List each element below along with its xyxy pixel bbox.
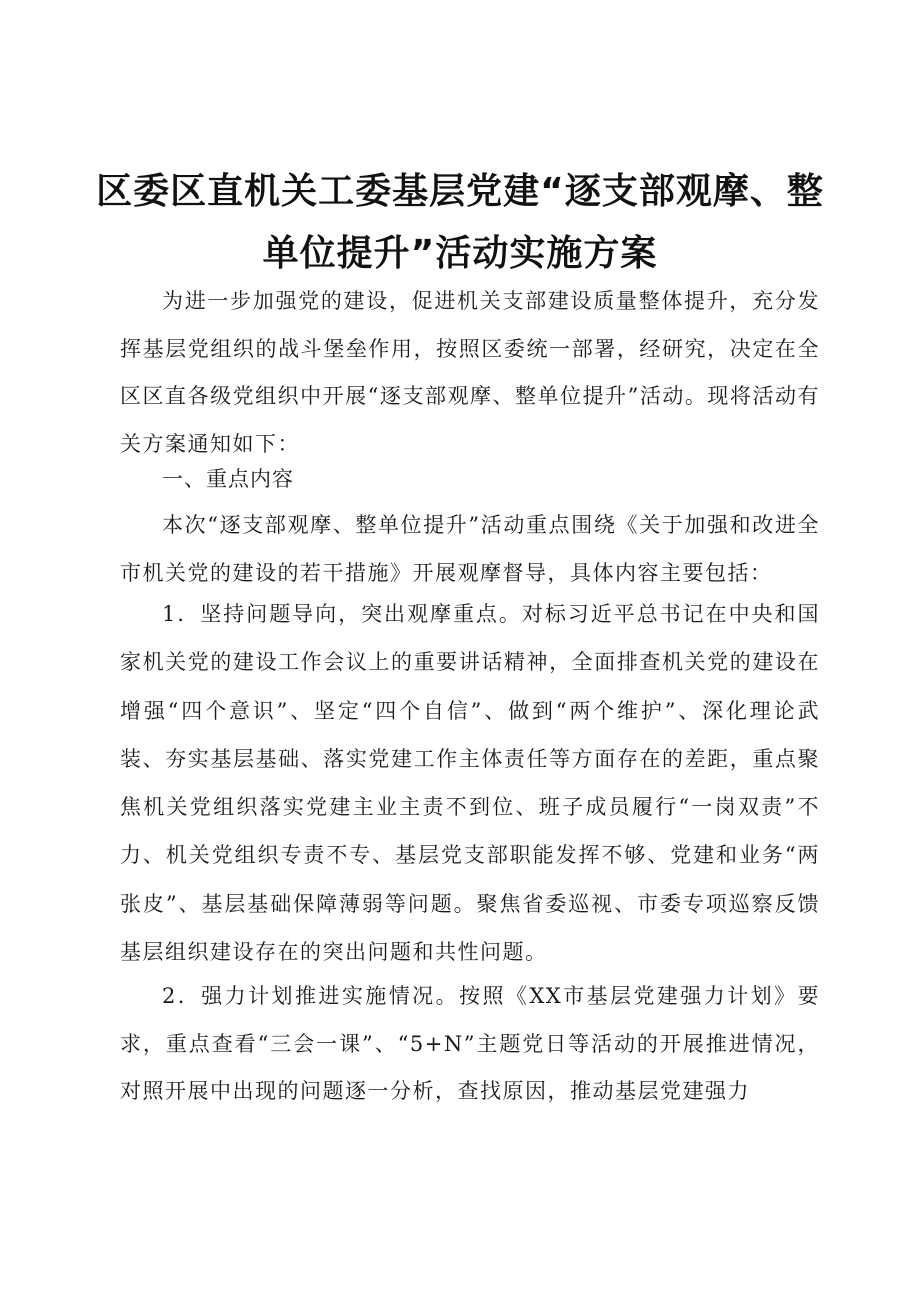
document-title-line-2: 单位提升”活动实施方案 [262,233,658,274]
section-heading: 一、重点内容 [162,467,294,491]
item-2-paragraph: 2．强力计划推进实施情况。按照《XX市基层党建强力计划》要求，重点查看“三会一课”、“5+N”主题党日等活动的开展推进情况，对照开展中出现的问题逐一分析，查找原因，推动基层党建强力 [120,984,820,1103]
document-title-line-1: 区委区直机关工委基层党建“逐支部观摩、整 [96,171,824,212]
section-intro-paragraph: 本次“逐支部观摩、整单位提升”活动重点围绕《关于加强和改进全市机关党的建设的若干措施》开展观摩督导，具体内容主要包括： [120,513,820,585]
item-1-paragraph: 1．坚持问题导向，突出观摩重点。对标习近平总书记在中央和国家机关党的建设工作会议上的重要讲话精神，全面排查机关党的建设在增强“四个意识”、坚定“四个自信”、做到“两个维护”、深化理论武装、夯实基层基础、落实党建工作主体责任等方面存在的差距，重点聚焦机关党组织落实党建主业主责不到位、班子成员履行“一岗双责”不力、机关党组织专责不专、基层党支部职能发挥不够、党建和业务“两张皮”、基层基础保障薄弱等问题。聚焦省委巡视、市委专项巡察反馈基层组织建设存在的突出问题和共性问题。 [120,602,820,965]
intro-paragraph: 为进一步加强党的建设，促进机关支部建设质量整体提升，充分发挥基层党组织的战斗堡垒作用，按照区委统一部署，经研究，决定在全区区直各级党组织中开展“逐支部观摩、整单位提升”活动。现将活动有关方案通知如下： [120,289,820,456]
